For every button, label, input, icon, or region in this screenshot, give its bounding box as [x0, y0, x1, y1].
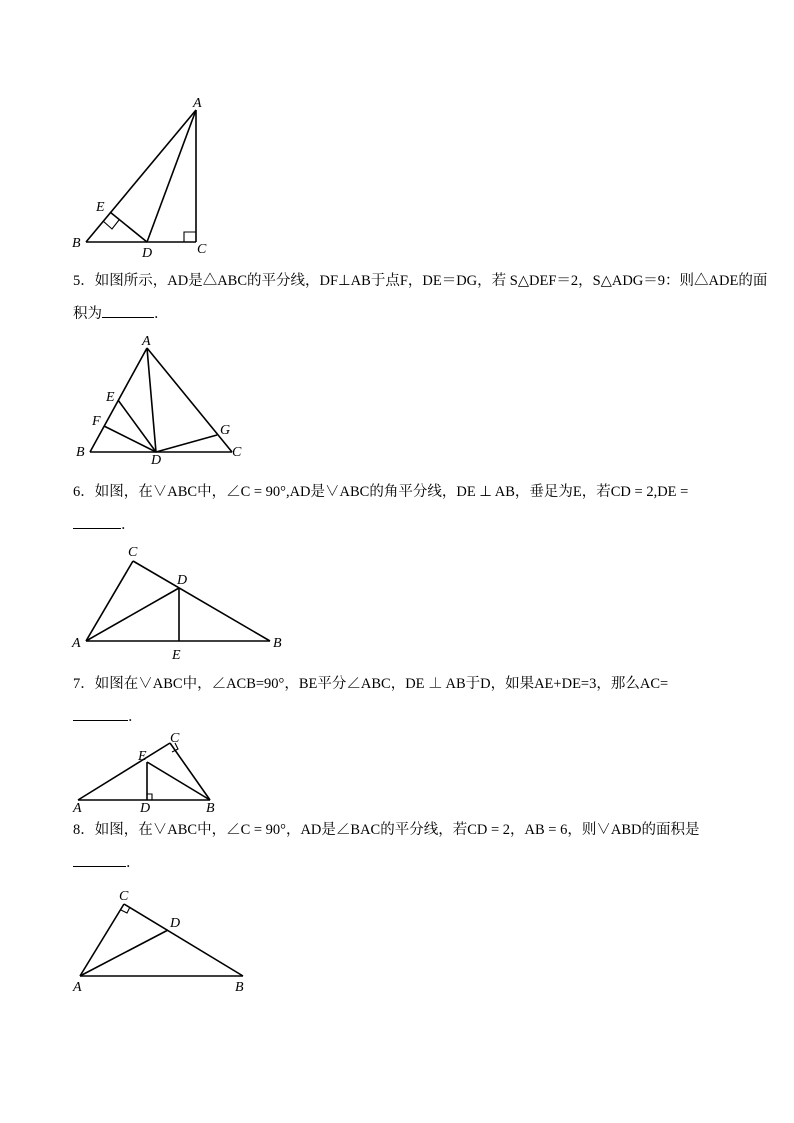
- question-5-line-2-text: 积为: [73, 306, 102, 322]
- label-e: E: [96, 200, 105, 215]
- label-f: F: [92, 414, 101, 429]
- question-8-line-1: 8．如图，在∨ABC中，∠C = 90°，AD是∠BAC的平分线，若CD = 2，AB = 6，则∨ABD的面积是: [73, 822, 700, 838]
- question-6-line-1: 6．如图，在∨ABC中，∠C = 90°,AD是∨ABC的角平分线，DE ⊥ AB，垂足为E，若CD = 2,DE =: [73, 484, 689, 500]
- label-c: C: [128, 545, 138, 560]
- question-7-line-1: 7．如图在∨ABC中，∠ACB=90°，BE平分∠ABC，DE ⊥ AB于D，如果AE+DE=3，那么AC=: [73, 676, 669, 692]
- question-8-end: ．: [126, 855, 141, 871]
- label-d: D: [140, 801, 151, 816]
- label-b: B: [76, 445, 85, 460]
- label-c: C: [170, 731, 180, 746]
- label-a: A: [142, 334, 151, 349]
- label-d: D: [142, 246, 153, 261]
- label-c: C: [197, 242, 207, 257]
- question-5-end: ．: [154, 306, 169, 322]
- label-d: D: [177, 573, 188, 588]
- label-b: B: [235, 980, 244, 995]
- label-b: B: [273, 636, 282, 651]
- label-c: C: [119, 889, 129, 904]
- question-5-line-1: 5．如图所示，AD是△ABC的平分线，DF⊥AB于点F，DE＝DG，若 S△DEF＝2，S△ADG＝9：则△ADE的面: [73, 273, 768, 289]
- label-e: E: [138, 749, 147, 764]
- label-d: D: [170, 916, 181, 931]
- label-e: E: [106, 390, 115, 405]
- label-b: B: [72, 236, 81, 251]
- label-e: E: [172, 648, 181, 663]
- question-6-end: ．: [121, 517, 136, 533]
- label-a: A: [73, 801, 82, 816]
- label-a: A: [72, 636, 81, 651]
- question-7-end: ．: [128, 709, 143, 725]
- label-g: G: [220, 423, 231, 438]
- label-c: C: [232, 445, 242, 460]
- label-d: D: [151, 453, 162, 468]
- label-a: A: [193, 96, 202, 111]
- label-b: B: [206, 801, 215, 816]
- label-a: A: [73, 980, 82, 995]
